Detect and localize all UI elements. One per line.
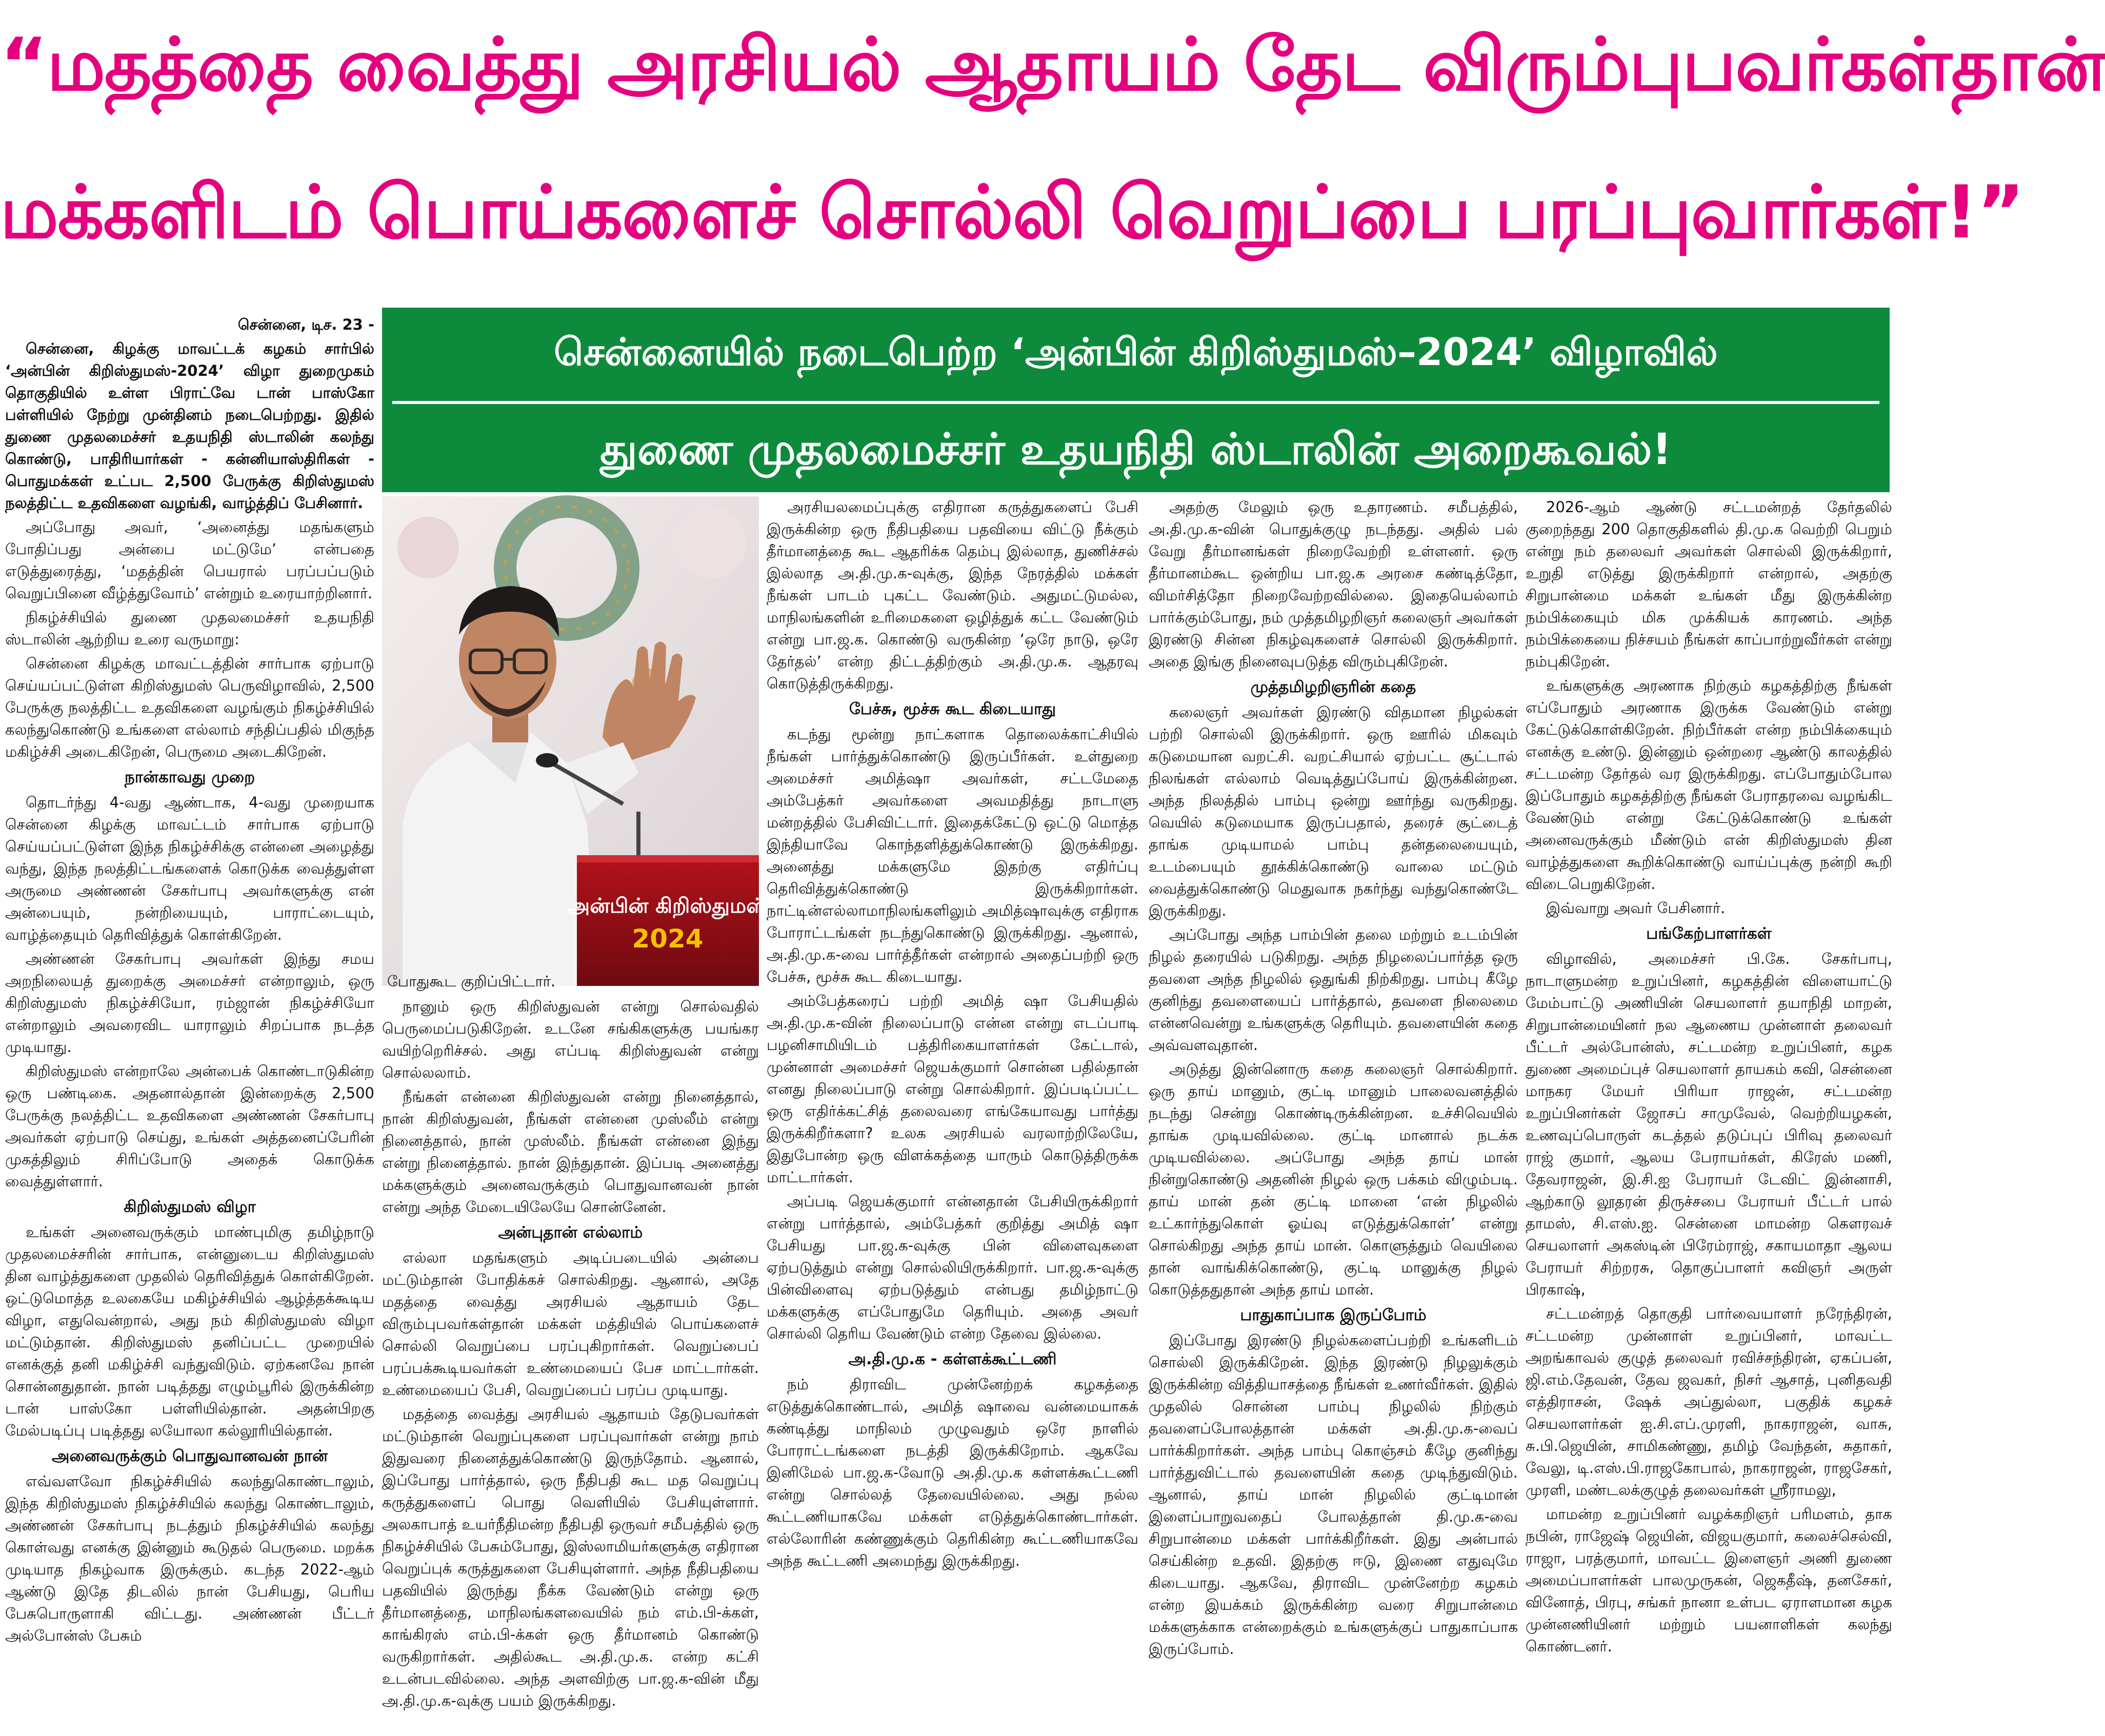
paragraph: கடந்து மூன்று நாட்களாக தொலைக்காட்சியில் நீங்கள் பார்த்துக்கொண்டு இருப்பீர்கள். உள்துறை அமைச்சர் அமித்ஷா அவர்கள், சட்டமேதை அம்பேத்கர் அவர்களை அவமதித்து நாடாளு மன்றத்தில் பேசிவிட்டார். இதைக்கேட்டு ஒட்டு மொத்த இந்தியாவே கொந்தளித்துக்கொண்டு இருக்கிறது. அனைத்து மக்களுமே இதற்கு எதிர்ப்பு தெரிவித்துக்கொண்டு இருக்கிறார்கள். நாட்டின்எல்லாமாநிலங்களிலும் அமித்ஷாவுக்கு எதிராக போராட்டங்கள் நடந்துகொண்டு இருக்கிறது. ஆனால், அ.தி.மு.க-வை பார்த்தீர்கள் என்றால் அதைப்பற்றி ஒரு பேச்சு, மூச்சு கூட கிடையாது. [767, 725, 1138, 985]
paragraph: எவ்வளவோ நிகழ்ச்சியில் கலந்துகொண்டாலும், இந்த கிறிஸ்துமஸ் நிகழ்ச்சியில் கலந்து கொண்டாலும், அண்ணன் சேகர்பாபு நடத்தும் நிகழ்ச்சியில் கலந்து கொள்வது எனக்கு இன்னும் கூடுதல் பெருமை. மறக்க முடியாத நிகழ்வாக இருக்கும். கடந்த 2022-ஆம் ஆண்டு இதே திடலில் நான் பேசியது, பெரிய பேசுபொருளாகி விட்டது. அண்ணன் பீட்டர் அல்போன்ஸ் பேசும் [5, 1472, 374, 1644]
paragraph: நம் திராவிட முன்னேற்றக் கழகத்தை எடுத்துக்கொண்டால், அமித் ஷாவை வன்மையாகக் கண்டித்து மாநிலம் முழுவதும் ஒரே நாளில் போராட்டங்களை நடத்தி இருக்கிறோம். ஆகவே இனிமேல் பா.ஜ.க-வோடு அ.தி.மு.க கள்ளக்கூட்டணி என்று சொல்லத் தேவையில்லை. அது நல்ல கூட்டணியாகவே மக்கள் எடுத்துக்கொண்டார்கள். எல்லோரின் கண்ணுக்கும் தெரிகின்ற கூட்டணியாகவே அந்த கூட்டணி அமைந்து இருக்கிறது. [767, 1376, 1138, 1569]
paragraph: சட்டமன்றத் தொகுதி பார்வையாளர் நரேந்திரன், சட்டமன்ற முன்னாள் உறுப்பினர், மாவட்ட அறங்காவல் குழுத் தலைவர் ரவிச்சந்திரன், ஏகப்பன், ஜி.எம்.தேவன், தேவ ஜவகர், நிசர் ஆசாத், புனிதவதி எத்திராசன், ஷேக் அப்துல்லா, பகுதிக் கழகச் செயலாளர்கள் ஐ.சி.எப்.முரளி, நாகராஜன், வாசு, சு.பி.ஜெயின், சாமிகண்ணு, தமிழ் வேந்தன், சுதாகர், வேலு, டி.எஸ்.பி.ராஜகோபால், நாகராஜன், ராஜசேகர், முரளி, மண்டலக்குழுத் தலைவர்கள் ஸ்ரீராமலு, [1526, 1305, 1892, 1499]
paragraph: அதற்கு மேலும் ஒரு உதாரணம். சமீபத்தில், அ.தி.மு.க-வின் பொதுக்குழு நடந்தது. அதில் பல் வேறு தீர்மானங்கள் நிறைவேற்றி உள்ளனர். ஒரு தீர்மானம்கூட ஒன்றிய பா.ஜ.க அரசை கண்டித்தோ, விமர்சித்தோ நிறைவேற்றவில்லை. இதையெல்லாம் பார்க்கும்போது, நம் முத்தமிழறிஞர் கலைஞர் அவர்கள் இரண்டு சின்ன நிகழ்வுகளைச் சொல்லி இருக்கிறார். அதை இங்கு நினைவுபடுத்த விரும்புகிறேன். [1149, 498, 1518, 670]
paragraph: அரசியலமைப்புக்கு எதிரான கருத்துகளைப் பேசி இருக்கின்ற ஒரு நீதிபதியை பதவியை விட்டு நீக்கும் தீர்மானத்தை கூட ஆதரிக்க தெம்பு இல்லாத, துணிச்சல் இல்லாத அ.தி.மு.க-வுக்கு, இந்த நேரத்தில் மக்கள் நீங்கள் பாடம் புகட்ட வேண்டும். அதுமட்டுமல்ல, மாநிலங்களின் உரிமைகளை ஒழித்துக் கட்ட வேண்டும் என்று பா.ஜ.க. கொண்டு வருகின்ற ‘ஒரே நாடு, ஒரே தேர்தல்’ என்ற திட்டத்திற்கும் அ.தி.மு.க. ஆதரவு கொடுத்திருக்கிறது. [767, 498, 1138, 692]
subheading: அன்புதான் எல்லாம் [498, 1223, 643, 1242]
paragraph: கிறிஸ்துமஸ் என்றாலே அன்பைக் கொண்டாடுகின்ற ஒரு பண்டிகை. அதனால்தான் இன்றைக்கு 2,500 பேருக்கு நலத்திட்ட உதவிகளை அண்ணன் சேகர்பாபு அவர்கள் ஏற்பாடு செய்து, உங்கள் அத்தனைப்பேரின் முகத்திலும் சிரிப்போடு அதைக் கொடுக்க வைத்துள்ளார். [5, 1062, 374, 1190]
podium-year: 2024 [632, 924, 704, 954]
paragraph: மாமன்ற உறுப்பினர் வழக்கறிஞர் பரிமளம், தாக நபின், ராஜேஷ் ஜெயின், விஜயகுமார், கலைச்செல்வி, ராஜா, பரத்குமார், மாவட்ட இளைஞர் அணி துணை அமைப்பாளர்கள் பாலமுருகன், ஜெகதீஷ், தனசேகர், வினோத், பிரபு, சங்கர் நானா உள்பட ஏராளமான கழக முன்னணியினர் மற்றும் பயனாளிகள் கலந்து கொண்டனர். [1526, 1505, 1892, 1655]
paragraph: இப்போது இரண்டு நிழல்களைப்பற்றி உங்களிடம் சொல்லி இருக்கிறேன். இந்த இரண்டு நிழலுக்கும் இருக்கின்ற வித்தியாசத்தை நீங்கள் உணர்வீர்கள். இதில் முதலில் சொன்ன பாம்பு நிழலில் நிற்கும் தவளைப்போலத்தான் மக்கள் அ.தி.மு.க-வைப் பார்க்கிறார்கள். அந்த பாம்பு கொஞ்சம் கீழே குனிந்து பார்த்துவிட்டால் தவளையின் கதை முடிந்துவிடும். ஆனால், தாய் மான் நிழலில் குட்டிமான் இளைப்பாறுவதைப் போலத்தான் தி.மு.க-வை சிறுபான்மை மக்கள் பார்க்கிறீர்கள். இது அன்பால் செய்கின்ற உதவி. இதற்கு ஈடு, இணை எதுவுமே கிடையாது. ஆகவே, திராவிட முன்னேற்ற கழகம் என்ற இயக்கம் இருக்கின்ற வரை சிறுபான்மை மக்களுக்காக என்றைக்கும் உங்களுக்குப் பாதுகாப்பாக இருப்போம். [1149, 1331, 1518, 1658]
banner-top-text: சென்னையில் நடைபெற்ற ‘அன்பின் கிறிஸ்துமஸ்–2024’ விழாவில் [554, 330, 1718, 374]
subheading: பங்கேற்பாளர்கள் [1646, 924, 1772, 943]
paragraph: அப்போது அந்த பாம்பின் தலை மற்றும் உடம்பின் நிழல் தரையில் படுகிறது. அந்த நிழலைப்பார்த்த ஒரு தவளை அந்த நிழலில் ஒதுங்கி நிற்கிறது. பாம்பு கீழே குனிந்து தவளையைப் பார்த்தால், தவளை நிலைமை என்னவென்று உங்களுக்கு தெரியும். தவளையின் கதை அவ்வளவுதான். [1149, 926, 1518, 1054]
paragraph: கலைஞர் அவர்கள் இரண்டு விதமான நிழல்கள் பற்றி சொல்லி இருக்கிறார். ஒரு ஊரில் மிகவும் கடுமையான வறட்சி. வறட்சியால் ஏற்பட்ட சூட்டால் நிலங்கள் எல்லாம் வெடித்துப்போய் இருக்கின்றன. அந்த நிலத்தில் பாம்பு ஒன்று ஊர்ந்து வருகிறது. வெயில் கடுமையாக இருப்பதால், தரைச் சூட்டைத் தாங்க முடியாமல் பாம்பு தன்தலையையும், உடம்பையும் தூக்கிக்கொண்டு வாலை மட்டும் வைத்துக்கொண்டு மெதுவாக நகர்ந்து வந்துகொண்டே இருக்கிறது. [1149, 703, 1518, 919]
paragraph: சென்னை கிழக்கு மாவட்டத்தின் சார்பாக ஏற்பாடு செய்யப்பட்டுள்ள கிறிஸ்துமஸ் பெருவிழாவில், 2,500 பேருக்கு நலத்திட்ட உதவிகளை வழங்கும் நிகழ்ச்சியில் கலந்துகொண்டு உங்களை எல்லாம் சந்திப்பதில் மிகுந்த மகிழ்ச்சி அடைகிறேன், பெருமை அடைகிறேன். [5, 655, 374, 760]
podium-text: அன்பின் கிறிஸ்துமஸ் [567, 894, 769, 918]
subheading: கிறிஸ்துமஸ் விழா [124, 1198, 256, 1216]
subheading: பேச்சு, மூச்சு கூட கிடையாது [849, 700, 1056, 718]
paragraph: தொடர்ந்து 4-வது ஆண்டாக, 4-வது முறையாக சென்னை கிழக்கு மாவட்டம் சார்பாக ஏற்பாடு செய்யப்பட்டுள்ள இந்த நிகழ்ச்சிக்கு என்னை அழைத்து வந்து, இந்த நலத்திட்டங்களைக் கொடுக்க வைத்துள்ள அருமை அண்ணன் சேகர்பாபு அவர்களுக்கு என் அன்பையும், நன்றியையும், பாராட்டையும், வாழ்த்தையும் தெரிவித்துக் கொள்கிறேன். [5, 794, 374, 943]
subheading: பாதுகாப்பாக இருப்போம் [1240, 1306, 1427, 1324]
column-4 [1149, 496, 1518, 1733]
green-banner [382, 308, 1890, 492]
paragraph: எல்லா மதங்களும் அடிப்படையில் அன்பை மட்டும்தான் போதிக்கச் சொல்கிறது. ஆனால், அதே மதத்தை வைத்து அரசியல் ஆதாயம் தேட விரும்புபவர்கள்தான் மக்கள் மத்தியில் பொய்களைச் சொல்லி வெறுப்பை பரப்புகிறார்கள். வெறுப்பைப் பரப்பக்கூடியவர்கள் உண்மையைப் பேச மாட்டார்கள். உண்மையைப் பேசி, வெறுப்பைப் பரப்ப முடியாது. [382, 1249, 759, 1399]
paragraph: அடுத்து இன்னொரு கதை கலைஞர் சொல்கிறார். ஒரு தாய் மானும், குட்டி மானும் பாலைவனத்தில் நடந்து சென்று கொண்டிருக்கின்றன. உச்சிவெயில் தாங்க முடியவில்லை. குட்டி மானால் நடக்க முடியவில்லை. அப்போது அந்த தாய் மான் நின்றுகொண்டு அதனின் நிழல் ஒரு பக்கம் விழும்படி. தாய் மான் தன் குட்டி மானை ‘என் நிழலில் உட்கார்ந்துகொள் ஓய்வு எடுத்துக்கொள்’ என்று சொல்கிறது அந்த தாய் மான். கொளுத்தும் வெயிலை தான் வாங்கிக்கொண்டு, குட்டி மானுக்கு நிழல் கொடுத்ததுதான் அந்த தாய் மான். [1149, 1060, 1518, 1298]
paragraph: நானும் ஒரு கிறிஸ்துவன் என்று சொல்வதில் பெருமைப்படுகிறேன். உடனே சங்கிகளுக்கு பயங்கர வயிற்றெரிச்சல். அது எப்படி கிறிஸ்துவன் என்று சொல்லலாம். [382, 998, 759, 1081]
paragraph: அப்படி ஜெயக்குமார் என்னதான் பேசியிருக்கிறார் என்று பார்த்தால், அம்பேத்கர் குறித்து அமித் ஷா பேசியது பா.ஜ.க-வுக்கு பின் விளைவுகளை ஏற்படுத்தும் என்று சொல்லியிருக்கிறார். பா.ஜ.க-வுக்கு பின்விளைவு ஏற்படுத்தும் என்பது தமிழ்நாட்டு மக்களுக்கு எப்போதுமே தெரியும். அதை அவர் சொல்லி தெரிய வேண்டும் என்ற தேவை இல்லை. [767, 1193, 1138, 1342]
paragraph: மதத்தை வைத்து அரசியல் ஆதாயம் தேடுபவர்கள் மட்டும்தான் வெறுப்புகளை பரப்புவார்கள் என்று நாம் இதுவரை நினைத்துக்கொண்டு இருந்தோம். ஆனால், இப்போது பார்த்தால், ஒரு நீதிபதி கூட மத வெறுப்பு கருத்துகளைப் பொது வெளியில் பேசியுள்ளார். அலகாபாத் உயர்நீதிமன்ற நீதிபதி ஒருவர் சமீபத்தில் ஒரு நிகழ்ச்சியில் பேசும்போது, இஸ்லாமியர்களுக்கு எதிரான வெறுப்புக் கருத்துகளை பேசியுள்ளார். அந்த நீதிபதியை பதவியில் இருந்து நீக்க வேண்டும் என்று ஒரு தீர்மானத்தை, மாநிலங்களவையில் நம் எம்.பி-க்கள், காங்கிரஸ் எம்.பி-க்கள் ஒரு தீர்மானம் கொண்டு வருகிறார்கள். அதில்கூட அ.தி.மு.க. என்ற கட்சி உடன்படவில்லை. அந்த அளவிற்கு பா.ஜ.க-வின் மீது அ.தி.மு.க-வுக்கு பயம் இருக்கிறது. [382, 1405, 759, 1709]
lead-paragraph: சென்னை, கிழக்கு மாவட்டக் கழகம் சார்பில் ‘அன்பின் கிறிஸ்துமஸ்-2024’ விழா துறைமுகம் தொகுதியில் உள்ள பிராட்வே டான் பாஸ்கோ பள்ளியில் நேற்று முன்தினம் நடைபெற்றது. இதில் துணை முதலமைச்சர் உதயநிதி ஸ்டாலின் கலந்து கொண்டு, பாதிரியார்கள் - கன்னியாஸ்திரிகள் - பொதுமக்கள் உட்பட 2,500 பேருக்கு கிறிஸ்துமஸ் நலத்திட்ட உதவிகளை வழங்கி, வாழ்த்திப் பேசினார். [5, 340, 374, 512]
banner-bottom-text: துணை முதலமைச்சர் உதயநிதி ஸ்டாலின் அறைகூவல்! [600, 424, 1672, 474]
column-1 [5, 314, 374, 1734]
news-photo [382, 496, 769, 986]
headline-line-2: மக்களிடம் பொய்களைச் சொல்லி வெறுப்பை பரப்புவார்கள்!” [0, 170, 2024, 255]
subheading: அனைவருக்கும் பொதுவானவன் நான் [51, 1447, 328, 1465]
paragraph: உங்களுக்கு அரணாக நிற்கும் கழகத்திற்கு நீங்கள் எப்போதும் அரணாக இருக்க வேண்டும் என்று கேட்டுக்கொள்கிறேன். நிற்பீர்கள் என்ற நம்பிக்கையும் எனக்கு உண்டு. இன்னும் ஒன்றரை ஆண்டு காலத்தில் சட்டமன்ற தேர்தல் வர இருக்கிறது. எப்போதும்போல இப்போதும் கழகத்திற்கு நீங்கள் பேராதரவை வழங்கிட வேண்டும் என்று கேட்டுக்கொண்டு உங்கள் அனைவருக்கும் மீண்டும் என் கிறிஸ்துமஸ் தின வாழ்த்துகளை கூறிக்கொண்டு வாய்ப்புக்கு நன்றி கூறி விடைபெறுகிறேன். [1526, 677, 1892, 893]
paragraph: நீங்கள் என்னை கிறிஸ்துவன் என்று நினைத்தால், நான் கிறிஸ்துவன், நீங்கள் என்னை முஸ்லீம் என்று நினைத்தால், நான் முஸ்லீம். நீங்கள் என்னை இந்து என்று நினைத்தால். நான் இந்துதான். இப்படி அனைத்து மக்களுக்கும் அனைவருக்கும் பொதுவானவன் நான் என்று அந்த மேடையிலேயே சொன்னேன். [382, 1088, 759, 1216]
subheading: நான்காவது முறை [124, 768, 255, 786]
paragraph: 2026-ஆம் ஆண்டு சட்டமன்றத் தேர்தலில் குறைந்தது 200 தொகுதிகளில் தி.மு.க வெற்றி பெறும் என்று நம் தலைவர் அவர்கள் சொல்லி இருக்கிறார், உறுதி எடுத்து இருக்கிறார் என்றால், அதற்கு சிறுபான்மை மக்கள் உங்கள் மீது இருக்கின்ற நம்பிக்கையும் மிக முக்கியக் காரணம். அந்த நம்பிக்கையை நிச்சயம் நீங்கள் காப்பாற்றுவீர்கள் என்று நம்புகிறேன். [1526, 498, 1892, 670]
paragraph: விழாவில், அமைச்சர் பி.கே. சேகர்பாபு, நாடாளுமன்ற உறுப்பினர், கழகத்தின் விளையாட்டு மேம்பாட்டு அணியின் செயலாளர் தயாநிதி மாறன், சிறுபான்மையினர் நல ஆணைய முன்னாள் தலைவர் பீட்டர் அல்போன்ஸ், சட்டமன்ற உறுப்பினர், கழக துணை அமைப்புச் செயலாளர் தாயகம் கவி, சென்னை மாநகர மேயர் பிரியா ராஜன், சட்டமன்ற உறுப்பினர்கள் ஜோசப் சாமுவேல், வெற்றியழகன், உணவுப்பொருள் கடத்தல் தடுப்புப் பிரிவு தலைவர் ராஜ் குமார், ஆலய பேராயர்கள், கிரேஸ் மணி, தேவராஜன், இ.சி.ஐ பேராயர் டேவிட் இன்னாசி, ஆற்காடு லூதரன் திருச்சபை பேராயர் பீட்டர் பால் தாமஸ், சி.எஸ்.ஐ. சென்னை மாமன்ற கௌரவச் செயலாளர் அகஸ்டின் பிரேம்ராஜ், சகாயமாதா ஆலய பேராயர் சிற்றரசு, தொகுப்பாளர் கவிஞர் அருள் பிரகாஷ், [1526, 950, 1892, 1298]
subheading: முத்தமிழறிஞரின் கதை [1250, 678, 1416, 696]
paragraph: இவ்வாறு அவர் பேசினார். [1546, 899, 1726, 917]
paragraph: அப்போது அவர், ‘அனைத்து மதங்களும் போதிப்பது அன்பை மட்டுமே’ என்பதை எடுத்துரைத்து, ‘மதத்தின் பெயரால் பரப்பப்படும் வெறுப்பினை வீழ்த்துவோம்’ என்றும் உரையாற்றினார். [5, 518, 374, 602]
paragraph: அம்பேத்கரைப் பற்றி அமித் ஷா பேசியதில் அ.தி.மு.க-வின் நிலைப்பாடு என்ன என்று எடப்பாடி பழனிசாமியிடம் பத்திரிகையாளர்கள் கேட்டால், முன்னாள் அமைச்சர் ஜெயக்குமார் சொன்ன பதில்தான் எனது நிலைப்பாடு என்று சொல்கிறார். இப்படிப்பட்ட ஒரு எதிர்க்கட்சித் தலைவரை எங்கேயாவது பார்த்து இருக்கிறீர்களா? உலக அரசியல் வரலாற்றிலேயே, இதுபோன்ற ஒரு விளக்கத்தை யாரும் கொடுத்திருக்க மாட்டார்கள். [767, 992, 1138, 1186]
column-5 [1526, 496, 1892, 1733]
banner-divider [392, 401, 1879, 404]
column-3 [767, 496, 1138, 1733]
paragraph: உங்கள் அனைவருக்கும் மாண்புமிகு தமிழ்நாடு முதலமைச்சரின் சார்பாக, என்னுடைய கிறிஸ்துமஸ் தின வாழ்த்துகளை முதலில் தெரிவித்துக் கொள்கிறேன். ஒட்டுமொத்த உலகையே மகிழ்ச்சியில் ஆழ்த்தக்கூடிய விழா, எதுவென்றால், அது நம் கிறிஸ்துமஸ் விழா மட்டும்தான். கிறிஸ்துமஸ் தனிப்பட்ட முறையில் எனக்குத் தனி மகிழ்ச்சி வந்துவிடும். ஏற்கனவே நான் சொன்னதுதான். நான் படித்தது எழும்பூரில் இருக்கின்ற டான் பாஸ்கோ பள்ளியில்தான். அதன்பிறகு மேல்படிப்பு படித்தது லயோலா கல்லூரியில்தான். [5, 1223, 374, 1439]
paragraph: அண்ணன் சேகர்பாபு அவர்கள் இந்து சமய அறநிலையத் துறைக்கு அமைச்சர் என்றாலும், ஒரு கிறிஸ்துமஸ் நிகழ்ச்சியோ, ரம்ஜான் நிகழ்ச்சியோ என்றாலும் அவரைவிட யாராலும் சிறப்பாக நடத்த முடியாது. [5, 950, 374, 1056]
photo-caption: போதுகூட குறிப்பிட்டார். [387, 973, 556, 990]
subheading: அ.தி.மு.க - கள்ளக்கூட்டணி [848, 1350, 1057, 1368]
headline [0, 0, 2105, 287]
dateline: சென்னை, டிச. 23 - [237, 316, 374, 333]
column-2 [382, 996, 759, 1734]
headline-line-1: “மதத்தை வைத்து அரசியல் ஆதாயம் தேட விரும்புபவர்கள்தான் [0, 23, 2105, 107]
paragraph: நிகழ்ச்சியில் துணை முதலமைச்சர் உதயநிதி ஸ்டாலின் ஆற்றிய உரை வருமாறு: [5, 609, 374, 648]
